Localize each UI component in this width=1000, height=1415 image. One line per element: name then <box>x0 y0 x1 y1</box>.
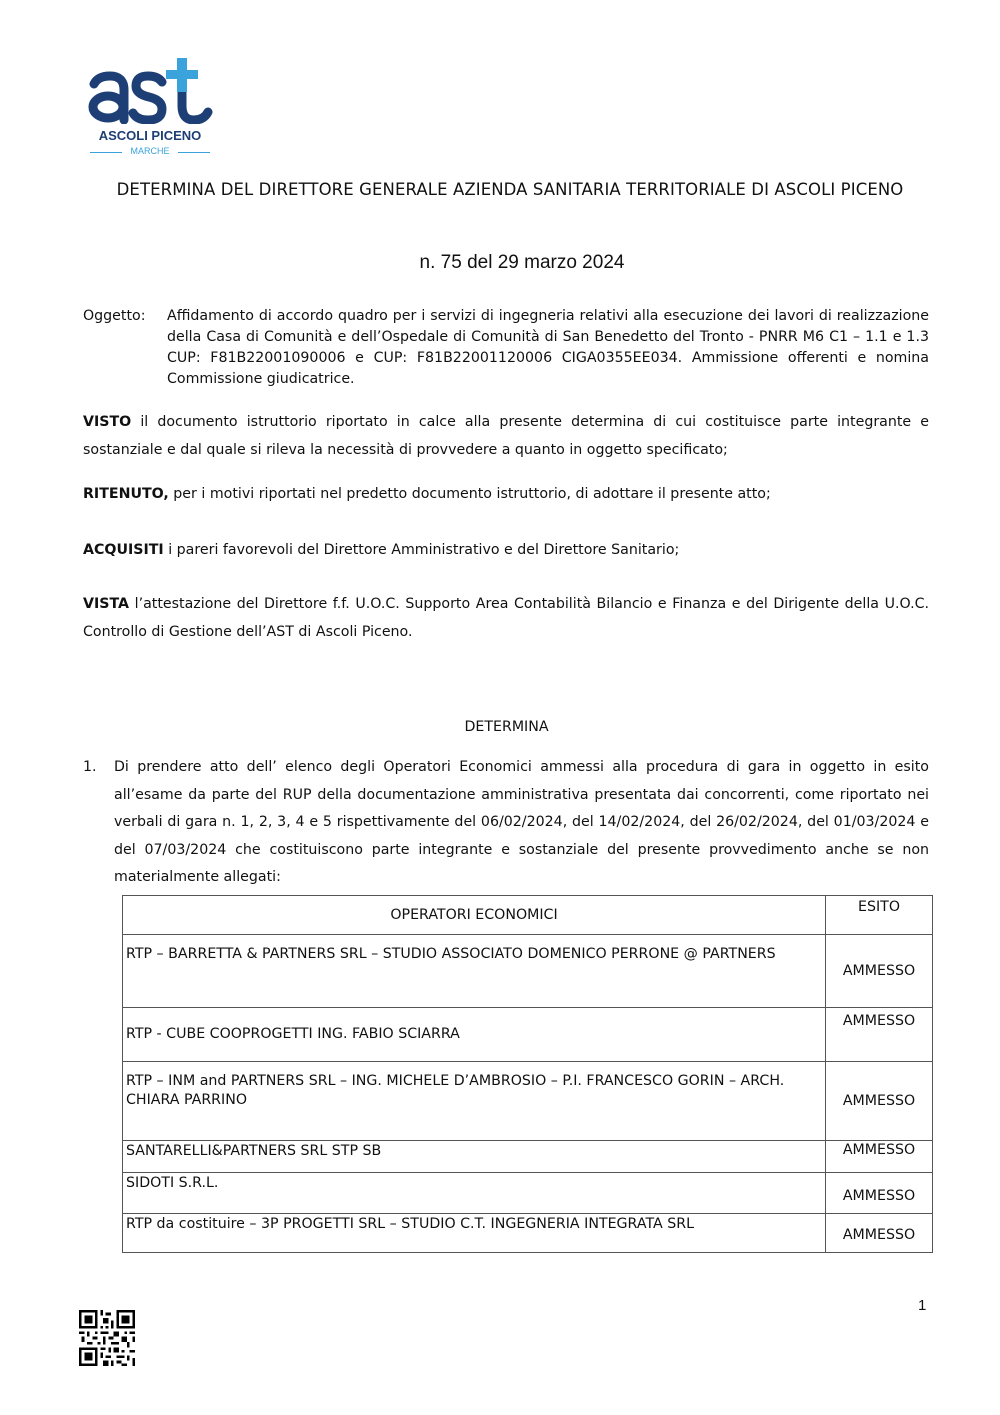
premessa-visto <box>83 409 929 464</box>
operatore-cell: RTP - CUBE COOPROGETTI ING. FABIO SCIARRA <box>123 1008 826 1062</box>
premessa-text: l’attestazione del Direttore f.f. U.O.C. Supporto Area Contabilità Bilancio e Finanza e del Dirigente della U.O.C. Controllo di Gestione dell’AST di Ascoli Piceno. <box>83 596 929 640</box>
esito-cell: AMMESSO <box>826 935 933 1008</box>
esito-cell: AMMESSO <box>826 1141 933 1173</box>
header-operatori: OPERATORI ECONOMICI <box>123 896 826 935</box>
determina-item <box>83 754 929 892</box>
premessa-text: il documento istruttorio riportato in calce alla presente determina di cui costituisce parte integrante e sostanziale e dal quale si rileva la necessità di provvedere a quanto in oggetto specificato; <box>83 414 929 458</box>
esito-cell: AMMESSO <box>826 1008 933 1062</box>
logo-region-label: MARCHE <box>130 146 170 156</box>
table-row <box>123 1214 933 1253</box>
operatore-cell: SANTARELLI&PARTNERS SRL STP SB <box>123 1141 826 1173</box>
esito-cell: AMMESSO <box>826 1062 933 1141</box>
esito-cell: AMMESSO <box>826 1214 933 1253</box>
operatore-cell: RTP – BARRETTA & PARTNERS SRL – STUDIO ASSOCIATO DOMENICO PERRONE @ PARTNERS <box>123 935 826 1008</box>
ast-logo <box>86 58 214 158</box>
premessa-keyword: ACQUISITI <box>83 542 164 558</box>
document-number: n. 75 del 29 marzo 2024 <box>419 252 625 273</box>
logo-org-name: ASCOLI PICENO <box>98 128 202 143</box>
premessa-keyword: VISTA <box>83 596 130 612</box>
item-number: 1. <box>83 759 97 775</box>
operatore-cell: SIDOTI S.R.L. <box>123 1173 826 1214</box>
operatore-cell: RTP da costituire – 3P PROGETTI SRL – STUDIO C.T. INGEGNERIA INTEGRATA SRL <box>123 1214 826 1253</box>
document-title: DETERMINA DEL DIRETTORE GENERALE AZIENDA SANITARIA TERRITORIALE DI ASCOLI PICENO <box>116 180 904 199</box>
table-row <box>123 1008 933 1062</box>
premessa-keyword: VISTO <box>83 414 132 430</box>
operatore-cell: RTP – INM and PARTNERS SRL – ING. MICHELE D’AMBROSIO – P.I. FRANCESCO GORIN – ARCH. CHIARA PARRINO <box>123 1062 826 1141</box>
premessa-keyword: RITENUTO, <box>83 486 169 502</box>
table-row <box>123 1062 933 1141</box>
premessa-text: per i motivi riportati nel predetto documento istruttorio, di adottare il presente atto; <box>168 486 771 502</box>
table-row <box>123 935 933 1008</box>
ast-logo-mark-icon <box>86 58 214 124</box>
operators-table <box>122 895 933 1253</box>
subject-label: Oggetto: <box>83 308 146 324</box>
qr-code-icon <box>79 1310 135 1366</box>
logo-divider <box>178 152 210 153</box>
determina-heading: DETERMINA <box>464 719 549 735</box>
esito-cell: AMMESSO <box>826 1173 933 1214</box>
premessa-vista <box>83 591 929 646</box>
table-row <box>123 1141 933 1173</box>
page-number: 1 <box>918 1297 927 1314</box>
table-header-row <box>123 896 933 935</box>
premessa-text: i pareri favorevoli del Direttore Amministrativo e del Direttore Sanitario; <box>163 542 680 558</box>
premessa-acquisiti <box>83 537 929 565</box>
header-esito: ESITO <box>826 896 933 935</box>
logo-region <box>90 146 210 158</box>
subject-block <box>83 306 929 390</box>
item-text: Di prendere atto dell’ elenco degli Operatori Economici ammessi alla procedura di gara in oggetto in esito all’esame da parte del RUP della documentazione amministrativa presentata dai concorrenti, come riportato nei verbali di gara n. 1, 2, 3, 4 e 5 rispettivamente del 06/02/2024, del 14/02/2024, del 26/02/2024, del 01/03/2024 e del 07/03/2024 che costituiscono parte integrante e sostanziale del presente provvedimento anche se non materialmente allegati: <box>114 759 929 885</box>
subject-text: Affidamento di accordo quadro per i servizi di ingegneria relativi alla esecuzione dei lavori di realizzazione della Casa di Comunità e dell’Ospedale di Comunità di San Benedetto del Tronto - PNRR M6 C1 – 1.1 e 1.3 CUP: F81B22001090006 e CUP: F81B22001120006 CIGA0355EE034. Ammissione offerenti e nomina Commissione giudicatrice. <box>167 308 929 387</box>
table-row <box>123 1173 933 1214</box>
premessa-ritenuto <box>83 481 929 509</box>
